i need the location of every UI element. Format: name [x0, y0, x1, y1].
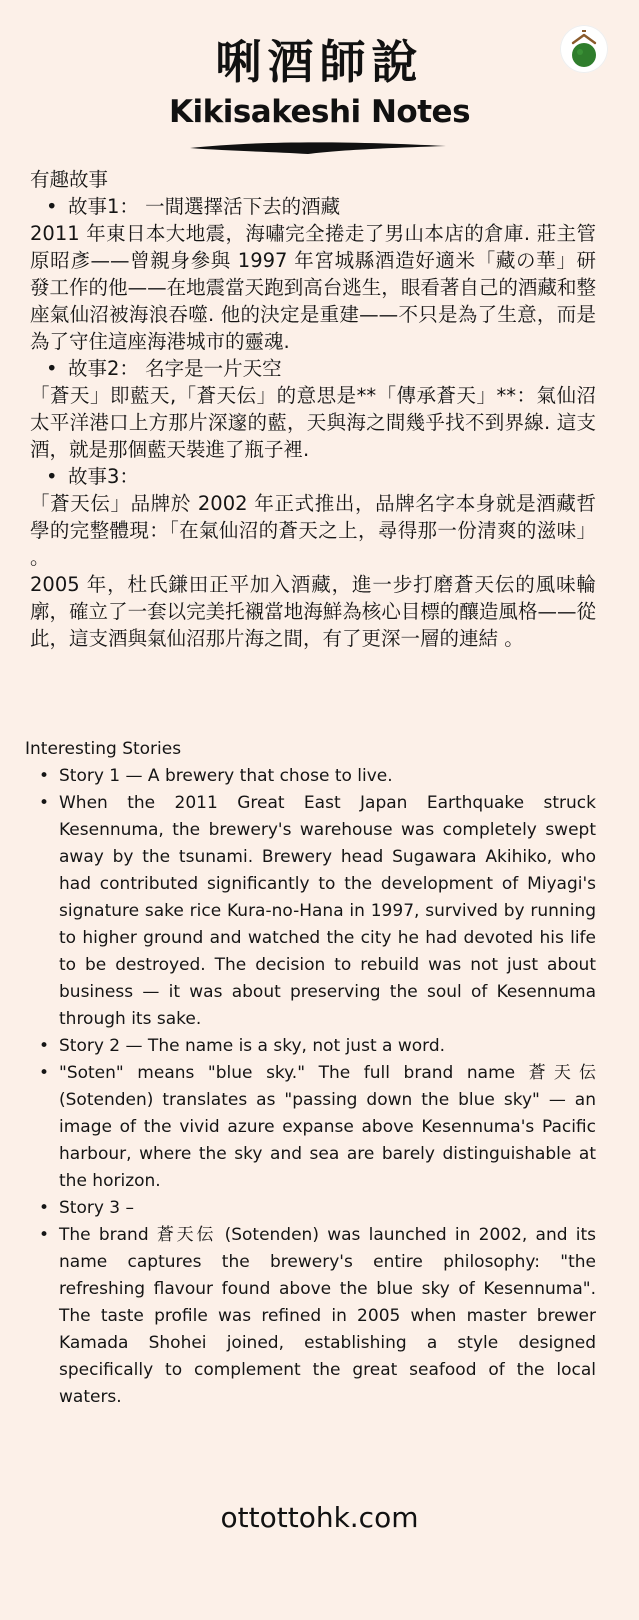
page-title-chinese: 唎酒師說: [215, 35, 424, 89]
list-item: • Story 3 –: [25, 1195, 596, 1222]
chinese-story1-title: • 故事1： 一間選擇活下去的酒藏: [30, 193, 596, 220]
website-footer: ottottohk.com: [220, 1501, 419, 1534]
chinese-story2-body: 「蒼天」即藍天,「蒼天伝」的意思是**「傳承蒼天」**：氣仙沼太平洋港口上方那片深邃的藍，天與海之間幾乎找不到界線. 這支酒，就是那個藍天裝進了瓶子裡.: [30, 384, 596, 461]
english-stories-section: [25, 736, 596, 1411]
list-item: • "Soten" means "blue sky." The full brand name 蒼天伝 (Sotenden) translates as "passing down the blue sky" — an image of the vivid azure expanse above Kesennuma's Pacific harbour, where the sky and sea are barely distinguishable at the horizon.: [25, 1060, 596, 1195]
chinese-story3-title: • 故事3：: [30, 463, 596, 490]
english-stories-list: [25, 763, 596, 1411]
page-header: [0, 0, 639, 165]
list-item: • The brand 蒼天伝 (Sotenden) was launched in 2002, and its name captures the brewery's entire philosophy: "the refreshing flavour found above the blue sky of Kesennuma". The taste profile was refined in 2005 when master brewer Kamada Shohei joined, establishing a style designed specifically to complement the great seafood of the local waters.: [25, 1222, 596, 1411]
chinese-story1-body: 2011 年東日本大地震，海嘯完全捲走了男山本店的倉庫. 莊主管原昭彥——曾親身參與 1997 年宮城縣酒造好適米「藏の華」研發工作的他——在地震當天跑到高台逃生，眼看著自己的酒藏和整座氣仙沼被海浪吞噬. 他的決定是重建——不只是為了生意，而是為了守住這座海港城市的靈魂.: [30, 222, 596, 353]
chinese-story2-title: • 故事2： 名字是一片天空: [30, 355, 596, 382]
english-section-heading: Interesting Stories: [25, 739, 182, 759]
list-item: • Story 2 — The name is a sky, not just a word.: [25, 1033, 596, 1060]
sake-brewery-logo-icon: [560, 25, 608, 73]
chinese-story3-body-2: 2005 年，杜氏鎌田正平加入酒藏，進一步打磨蒼天伝的風味輪廓，確立了一套以完美托襯當地海鮮為核心目標的釀造風格——從此，這支酒與氣仙沼那片海之間，有了更深一層的連結 。: [30, 573, 596, 650]
brush-underline-icon: [188, 136, 450, 158]
chinese-stories-section: [30, 166, 596, 652]
brewery-logo: [560, 25, 608, 73]
page-title-english: Kikisakeshi Notes: [168, 94, 471, 130]
list-item: • Story 1 — A brewery that chose to live.: [25, 763, 596, 790]
chinese-story3-body-1: 「蒼天伝」品牌於 2002 年正式推出，品牌名字本身就是酒藏哲學的完整體現：「在氣仙沼的蒼天之上，尋得那一份清爽的滋味」 。: [30, 492, 596, 569]
chinese-section-heading: 有趣故事: [30, 168, 109, 191]
list-item: • When the 2011 Great East Japan Earthquake struck Kesennuma, the brewery's warehouse was completely swept away by the tsunami. Brewery head Sugawara Akihiko, who had contributed significantly to the development of Miyagi's signature sake rice Kura-no-Hana in 1997, survived by running to higher ground and watched the city he had devoted his life to be destroyed. The decision to rebuild was not just about business — it was about preserving the soul of Kesennuma through its sake.: [25, 790, 596, 1033]
